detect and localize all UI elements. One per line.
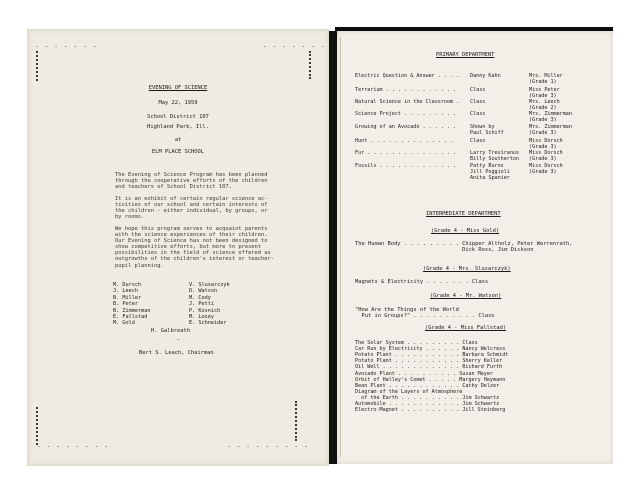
fallstad-row: Automobile . . . . . . . . . . . . Jim Schwartz xyxy=(355,401,500,407)
primary-teacher: Mrs. Zimmerman (Grade 3) xyxy=(529,124,572,136)
primary-teacher: Miss Peter (Grade 3) xyxy=(529,87,560,99)
corner-dots-br: - - - - - - - - - xyxy=(227,443,309,450)
fallstad-row: Bean Plant . . . . . . . . . . . . Cathy Delzer xyxy=(355,382,500,389)
primary-who: Shown by Paul Schiff xyxy=(470,124,504,136)
committee-member: M. Dursch xyxy=(113,282,142,288)
primary-who: Class xyxy=(470,99,486,105)
primary-teacher: Miss Dorsch (Grade 3) xyxy=(529,150,563,162)
fallstad-row: Potato Plant . . . . . . . . . . . Sherry Keller xyxy=(355,358,503,365)
committee-last: H. Galbreath xyxy=(151,328,190,334)
signature-mark: ~ xyxy=(177,337,180,342)
primary-who: Class xyxy=(470,87,486,93)
corner-dots-bl: - - - - - - - - xyxy=(37,443,110,450)
grade-slusarczyk: (Grade 4 - Mrs. Slusarczyk) xyxy=(423,266,511,272)
exhibit-paragraph: It is an exhibit of certain regular science ac- tivities of our school and certain interests of the children - either individual, by groups, or by rooms. xyxy=(115,196,268,221)
school-district: School District 107 xyxy=(147,114,209,120)
corner-dots-tl: - - - - - - - xyxy=(35,43,98,50)
fallstad-row: Diagram of the Layers of Atmosphere xyxy=(355,388,463,395)
program-date: May 22, 1959 xyxy=(158,100,198,106)
primary-topic: Science Project . . . . . . . . . xyxy=(355,111,457,117)
chairman: Bert S. Leach, Chairman xyxy=(139,350,214,356)
fallstad-row: Avocado Plant . . . . . . . . . . Susan Meyer xyxy=(355,370,494,377)
committee-member: M. Cody xyxy=(189,294,211,301)
fallstad-row: Car Run by Electricity . . . . . . Nancy Welcress xyxy=(355,346,506,353)
corner-dots-bl-v xyxy=(36,407,40,445)
program-title: EVENING OF SCIENCE xyxy=(148,85,208,91)
primary-who: Patty Burns Jill Poggioli Anita Spanier xyxy=(470,163,510,181)
committee-member: J. Leech xyxy=(113,288,138,295)
committee-member: E. Schneider xyxy=(189,320,227,327)
primary-who: Danny Kahn xyxy=(470,73,501,79)
committee-list-left xyxy=(113,282,150,327)
primary-topic: Growing of an Avocado . . . . . . xyxy=(355,124,457,130)
committee-member: M. Gold xyxy=(113,320,135,327)
purpose-paragraph: We hope this program serves to acquaint parents with the science experiences of their children. Our Evening of Science has not been designed to show competitive efforts, but more to present possibilities in the field of science offered as outgrowths of the children's interest or teacher- pupil planning. xyxy=(115,226,275,269)
primary-who: Class xyxy=(470,138,486,144)
primary-topic: Terrarium . . . . . . . . . . . . xyxy=(355,87,457,93)
committee-member: P. Kosnich xyxy=(189,307,221,314)
primary-topic: Hunt . . . . . . . . . . . . . . xyxy=(355,138,454,144)
corner-dots-tr-v xyxy=(309,51,313,79)
primary-topic: Fur . . . . . . . . . . . . . . . xyxy=(355,150,457,156)
fallstad-row: of the Earth . . . . . . . . . . Jim Schwartz xyxy=(355,394,500,401)
primary-teacher: Mrs. Leech (Grade 2) xyxy=(529,99,560,111)
intermediate-heading: INTERMEDIATE DEPARTMENT xyxy=(426,211,501,217)
left-page xyxy=(27,29,329,466)
primary-teacher: Mrs. Miller (Grade 1) xyxy=(529,73,563,85)
at-text: at xyxy=(174,137,182,143)
grade-gold: (Grade 4 - Miss Gold) xyxy=(431,228,500,234)
fallstad-row: Potato Plant . . . . . . . . . . . Barbara Schmidt xyxy=(355,352,509,359)
committee-member: M. Losey xyxy=(189,314,214,321)
corner-dots-br-v xyxy=(295,401,299,441)
fallstad-row: The Solar System . . . . . . . . . Class xyxy=(355,340,478,346)
school-name: ELM PLACE SCHOOL xyxy=(152,149,204,155)
committee-member: B. Miller xyxy=(113,294,142,301)
fallstad-row: Oil Well . . . . . . . . . . . . . Richard Furth xyxy=(355,364,503,371)
committee-member: B. Zimmerman xyxy=(113,307,151,314)
primary-teacher: Mrs. Zimmerman (Grade 3) xyxy=(529,111,572,123)
primary-teacher: Miss Dorsch (Grade 3) xyxy=(529,138,563,150)
primary-heading: PRIMARY DEPARTMENT xyxy=(436,52,495,58)
committee-member: B. Peter xyxy=(113,301,138,308)
grade-fallstad: (Grade 4 - Miss Fallstad) xyxy=(425,325,507,331)
binding-edge xyxy=(340,37,343,457)
magnets-row: Magnets & Electricity . . . . . . . Class xyxy=(355,279,489,285)
committee-list-right xyxy=(189,282,230,327)
primary-topic: Natural Science in the Classroom . xyxy=(355,99,460,105)
primary-topic: Electric Question & Answer . . . . xyxy=(355,73,460,79)
primary-teacher: Miss Dorsch (Grade 3) xyxy=(529,163,563,175)
corner-dots-tl-v xyxy=(36,51,40,81)
human-body-row: The Human Body . . . . . . . . . Chipper Altholz, Peter Werrenrath, Dick Ross, Jim Dickson xyxy=(355,241,573,254)
fallstad-row: Orbit of Halley's Comet . . . . . Margery Heymann xyxy=(355,376,506,383)
committee-member: J. Petti xyxy=(189,301,214,308)
committee-member: D. Watson xyxy=(189,288,218,295)
committee-member: E. Fallstad xyxy=(113,314,148,321)
primary-who: Larry Treviranus Billy Southerton xyxy=(470,150,520,162)
grade-watson: (Grade 4 - Mr. Watson) xyxy=(430,293,502,299)
how-are-row: "How Are the Things of the World Put in Groups?" . . . . . . . . . . Class xyxy=(355,307,495,320)
primary-who: Class xyxy=(470,111,486,117)
city: Highland Park, Ill. xyxy=(147,124,209,130)
page-divider xyxy=(329,31,337,464)
corner-dots-tr: - - - - - - - xyxy=(263,43,326,50)
intro-paragraph: The Evening of Science Program has been planned through the cooperative efforts of the children and teachers of School District 107. xyxy=(115,172,268,191)
committee-member: V. Slusarczyk xyxy=(189,282,230,288)
fallstad-row: Electro-Magnet . . . . . . . . . . Jill Steinberg xyxy=(355,407,506,414)
primary-topic: Fossils . . . . . . . . . . . . . xyxy=(355,163,457,169)
right-page xyxy=(337,31,613,464)
